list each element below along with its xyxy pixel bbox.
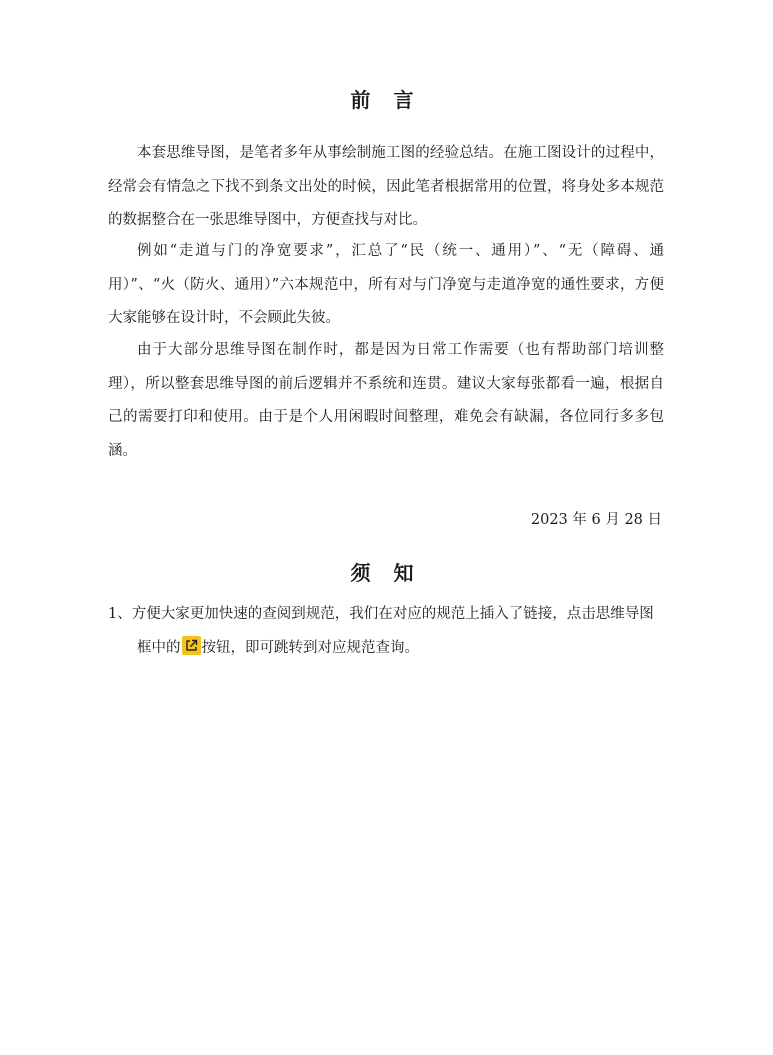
preface-date: 2023 年 6 月 28 日 bbox=[530, 512, 662, 528]
preface-paragraph-1: 本套思维导图，是笔者多年从事绘制施工图的经验总结。在施工图设计的过程中，经常会有情急之下找不到条文出处的时候，因此笔者根据常用的位置，将身处多本规范的数据整合在一张思维导图中，方便查找与对比。 bbox=[108, 145, 664, 228]
external-link-icon bbox=[182, 636, 201, 655]
notice-title: 须 知 bbox=[350, 561, 422, 585]
notice-item-1 bbox=[108, 597, 664, 665]
notice-item-text-before: 1、方便大家更加快速的查阅到规范，我们在对应的规范上插入了链接，点击思维导图框中的 bbox=[108, 606, 654, 656]
preface-paragraph-3: 由于大部分思维导图在制作时，都是因为日常工作需要（也有帮助部门培训整理），所以整套思维导图的前后逻辑并不系统和连贯。建议大家每张都看一遍，根据自己的需要打印和使用。由于是个人用闲暇时间整理，难免会有缺漏，各位同行多多包涵。 bbox=[108, 342, 664, 459]
notice-item-text-after: 按钮，即可跳转到对应规范查询。 bbox=[201, 640, 419, 656]
preface-paragraph-2: 例如“走道与门的净宽要求”，汇总了“民（统一、通用）”、“无（障碍、通用）”、“火（防火、通用）”六本规范中，所有对与门净宽与走道净宽的通性要求，方便大家能够在设计时，不会顾此失彼。 bbox=[108, 243, 664, 326]
preface-title: 前 言 bbox=[350, 88, 422, 112]
